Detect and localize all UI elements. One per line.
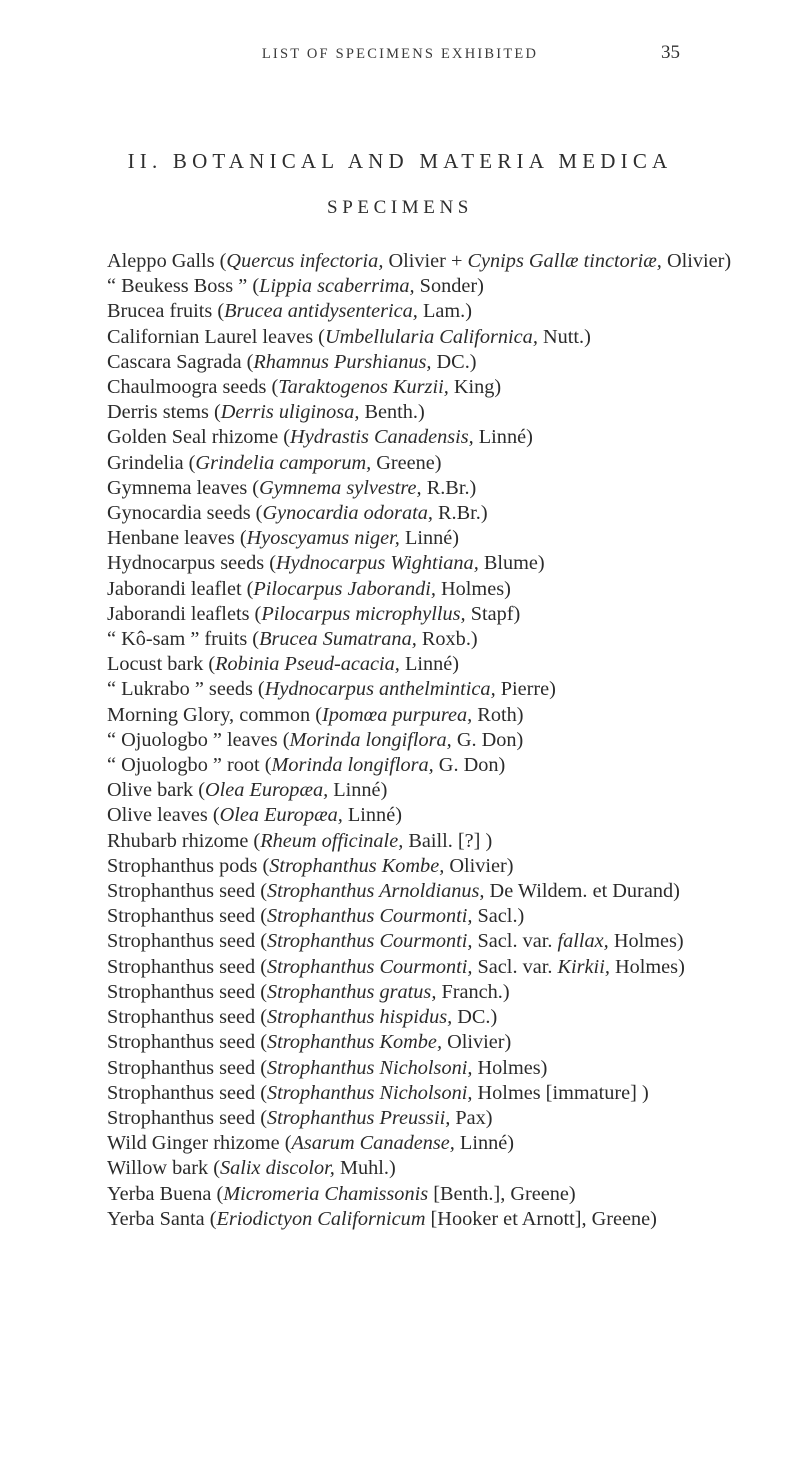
running-title: LIST OF SPECIMENS EXHIBITED xyxy=(261,46,539,62)
entry-authority: Sacl.) xyxy=(472,905,525,928)
entry-common-name: Grindelia ( xyxy=(107,451,196,474)
specimen-entry xyxy=(107,602,735,627)
entry-latin-name: Strophanthus Courmonti, xyxy=(266,930,473,953)
entry-authority: Blume) xyxy=(478,552,545,575)
entry-latin-name: Strophanthus Courmonti, xyxy=(266,955,473,978)
entry-authority: Holmes) xyxy=(472,1056,548,1079)
entry-authority: Pierre) xyxy=(495,678,556,701)
entry-latin-name: Salix discolor, xyxy=(219,1157,335,1180)
entry-common-name: Willow bark ( xyxy=(107,1157,220,1180)
entry-latin-name: Rheum officinale, xyxy=(260,829,404,852)
entry-authority: G. Don) xyxy=(433,754,506,777)
entry-authority: Nutt.) xyxy=(537,325,591,348)
specimen-entry xyxy=(107,451,735,476)
entry-authority: Roxb.) xyxy=(416,628,478,651)
entry-latin-name: Strophanthus Nicholsoni, xyxy=(266,1081,473,1104)
entry-common-name: Strophanthus seed ( xyxy=(107,1056,267,1079)
entry-common-name: Strophanthus seed ( xyxy=(107,1031,267,1054)
entry-common-name: Strophanthus seed ( xyxy=(107,955,267,978)
entry-common-name: Brucea fruits ( xyxy=(107,300,225,323)
specimen-entry xyxy=(107,904,735,929)
entry-common-name: Strophanthus seed ( xyxy=(107,880,267,903)
section-subheading: SPECIMENS xyxy=(327,197,473,218)
entry-variety-authority: Holmes) xyxy=(608,930,684,953)
entry-authority: Pax) xyxy=(450,1106,493,1129)
entry-authority: Linné) xyxy=(328,779,388,802)
specimen-entry xyxy=(107,577,735,602)
entry-common-name: Strophanthus seed ( xyxy=(107,1081,267,1104)
entry-variety-name: Kirkii, xyxy=(557,955,610,978)
specimen-entry xyxy=(107,1131,735,1156)
entry-common-name: Jaborandi leaflets ( xyxy=(107,602,262,625)
entry-common-name: Strophanthus pods ( xyxy=(107,854,270,877)
specimen-entry xyxy=(107,1005,735,1030)
section-heading: II. BOTANICAL AND MATERIA MEDICA xyxy=(127,149,673,173)
entry-authority: Greene) xyxy=(371,451,442,474)
entry-common-name: Gynocardia seeds ( xyxy=(107,502,263,525)
specimen-entry xyxy=(107,1030,735,1055)
entry-authority: Olivier) xyxy=(444,854,514,877)
entry-latin-name: Strophanthus Kombe, xyxy=(269,854,445,877)
entry-common-name: Chaulmoogra seeds ( xyxy=(107,376,279,399)
specimen-entry xyxy=(107,803,735,828)
entry-latin-name: Olea Europæa, xyxy=(219,804,343,827)
entry-authority: Linné) xyxy=(399,527,460,550)
running-header xyxy=(0,42,800,72)
specimen-entry xyxy=(107,929,735,954)
entry-authority: [Hooker et Arnott], Greene) xyxy=(425,1207,657,1230)
entry-latin-name: Hydnocarpus Wightiana, xyxy=(275,552,479,575)
entry-common-name: Yerba Buena ( xyxy=(107,1182,224,1205)
entry-authority: Holmes) xyxy=(435,577,511,600)
specimen-entry xyxy=(107,955,735,980)
specimen-entry xyxy=(107,1207,735,1232)
entry-common-name: Cascara Sagrada ( xyxy=(107,350,254,373)
entry-latin-name: Strophanthus hispidus, xyxy=(266,1006,453,1029)
specimen-entry xyxy=(107,753,735,778)
specimen-entry xyxy=(107,1056,735,1081)
entry-common-name: “ Ojuologbo ” root ( xyxy=(107,754,272,777)
entry-authority: De Wildem. et Durand) xyxy=(484,880,680,903)
entry-common-name: Olive bark ( xyxy=(107,779,205,802)
entry-latin-name: Grindelia camporum, xyxy=(195,451,372,474)
entry-latin-name: Pilocarpus Jaborandi, xyxy=(253,577,436,600)
entry-authority: Franch.) xyxy=(436,980,510,1003)
specimen-entry xyxy=(107,677,735,702)
entry-common-name: Rhubarb rhizome ( xyxy=(107,829,261,852)
entry-common-name: Strophanthus seed ( xyxy=(107,905,267,928)
specimen-entry xyxy=(107,829,735,854)
specimen-entry xyxy=(107,1081,735,1106)
entry-authority: Linné) xyxy=(454,1132,514,1155)
specimen-entry xyxy=(107,551,735,576)
entry-latin-name: Hyoscyamus niger, xyxy=(246,527,400,550)
specimen-entry xyxy=(107,980,735,1005)
entry-common-name: Derris stems ( xyxy=(107,401,221,424)
entry-latin-name: Strophanthus Arnoldianus, xyxy=(266,880,485,903)
entry-latin-name: Morinda longiflora, xyxy=(271,754,434,777)
entry-common-name: “ Kô-sam ” fruits ( xyxy=(107,628,260,651)
entry-common-name: Strophanthus seed ( xyxy=(107,930,267,953)
entry-common-name: “ Ojuologbo ” leaves ( xyxy=(107,728,290,751)
entry-common-name: Golden Seal rhizome ( xyxy=(107,426,291,449)
entry-latin-name: Taraktogenos Kurzii, xyxy=(278,376,449,399)
specimen-entry xyxy=(107,274,735,299)
entry-authority: Sacl. var. xyxy=(472,955,558,978)
entry-authority: R.Br.) xyxy=(432,502,488,525)
specimen-entry xyxy=(107,350,735,375)
entry-authority: DC.) xyxy=(431,350,477,373)
entry-latin-name: Asarum Canadense, xyxy=(291,1132,455,1155)
entry-latin-name: Morinda longiflora, xyxy=(289,728,452,751)
specimen-entry xyxy=(107,854,735,879)
entry-authority: [Benth.], Greene) xyxy=(428,1182,576,1205)
entry-latin-name: Robinia Pseud-acacia, xyxy=(215,653,400,676)
entry-authority: Lam.) xyxy=(417,300,472,323)
entry-latin-name: Strophanthus gratus, xyxy=(266,980,437,1003)
entry-common-name: Olive leaves ( xyxy=(107,804,220,827)
entry-common-name: Wild Ginger rhizome ( xyxy=(107,1132,292,1155)
entry-latin-name: Gynocardia odorata, xyxy=(262,502,433,525)
entry-authority: R.Br.) xyxy=(421,476,477,499)
page-number: 35 xyxy=(661,42,680,63)
entry-common-name: Henbane leaves ( xyxy=(107,527,247,550)
entry-common-name: Aleppo Galls ( xyxy=(107,250,227,272)
specimen-entry xyxy=(107,652,735,677)
entry-authority: Linné) xyxy=(399,653,460,676)
entry-latin-name: Ipomœa purpurea, xyxy=(322,703,473,726)
entry-authority: Linné) xyxy=(473,426,533,449)
entry-latin-name: Pilocarpus microphyllus, xyxy=(261,602,466,625)
specimen-entry xyxy=(107,879,735,904)
entry-latin-name: Strophanthus Nicholsoni, xyxy=(266,1056,473,1079)
entry-latin-name: Lippia scaberrima, xyxy=(259,275,415,298)
specimen-entry xyxy=(107,249,735,274)
specimen-entry xyxy=(107,1156,735,1181)
entry-authority: Olivier + xyxy=(383,250,468,272)
entry-common-name: Californian Laurel leaves ( xyxy=(107,325,325,348)
specimen-entry xyxy=(107,1182,735,1207)
entry-variety-authority: Olivier) xyxy=(661,250,732,272)
entry-common-name: Gymnema leaves ( xyxy=(107,476,260,499)
specimen-entry xyxy=(107,400,735,425)
entry-latin-name: Quercus infectoria, xyxy=(226,250,384,272)
entry-latin-name: Umbellularia Californica, xyxy=(324,325,538,348)
specimen-entry xyxy=(107,1106,735,1131)
specimen-entry xyxy=(107,325,735,350)
specimen-entry xyxy=(107,526,735,551)
specimen-entry xyxy=(107,778,735,803)
specimen-entry xyxy=(107,501,735,526)
entry-common-name: Locust bark ( xyxy=(107,653,216,676)
specimen-entry xyxy=(107,703,735,728)
entry-latin-name: Strophanthus Courmonti, xyxy=(266,905,473,928)
entry-variety-name: fallax, xyxy=(557,930,609,953)
entry-latin-name: Eriodictyon Californicum xyxy=(216,1207,426,1230)
entry-latin-name: Hydnocarpus anthelmintica, xyxy=(264,678,496,701)
entry-authority: Sonder) xyxy=(414,275,484,298)
specimen-list xyxy=(107,249,735,1232)
entry-latin-name: Brucea antidysenterica, xyxy=(224,300,418,323)
entry-latin-name: Hydrastis Canadensis, xyxy=(290,426,474,449)
specimen-entry xyxy=(107,375,735,400)
entry-authority: Baill. [?] ) xyxy=(403,829,493,852)
entry-latin-name: Micromeria Chamissonis xyxy=(223,1182,429,1205)
entry-common-name: Strophanthus seed ( xyxy=(107,1106,267,1129)
entry-authority: Olivier) xyxy=(442,1031,512,1054)
specimen-entry xyxy=(107,728,735,753)
specimen-entry xyxy=(107,425,735,450)
entry-latin-name: Rhamnus Purshianus, xyxy=(253,350,432,373)
entry-authority: Linné) xyxy=(342,804,402,827)
entry-common-name: Strophanthus seed ( xyxy=(107,980,267,1003)
entry-authority: DC.) xyxy=(452,1006,498,1029)
specimen-entry xyxy=(107,476,735,501)
entry-common-name: Strophanthus seed ( xyxy=(107,1006,267,1029)
entry-common-name: Jaborandi leaflet ( xyxy=(107,577,254,600)
entry-latin-name: Derris uliginosa, xyxy=(220,401,360,424)
entry-authority: G. Don) xyxy=(451,728,524,751)
entry-authority: Roth) xyxy=(472,703,524,726)
entry-authority: Muhl.) xyxy=(334,1157,396,1180)
specimen-entry xyxy=(107,299,735,324)
entry-latin-name: Olea Europæa, xyxy=(205,779,329,802)
entry-latin-name: Strophanthus Kombe, xyxy=(266,1031,443,1054)
entry-common-name: Morning Glory, common ( xyxy=(107,703,322,726)
entry-latin-name: Brucea Sumatrana, xyxy=(259,628,417,651)
specimen-entry xyxy=(107,627,735,652)
entry-authority: Benth.) xyxy=(359,401,425,424)
entry-common-name: Yerba Santa ( xyxy=(107,1207,217,1230)
entry-common-name: “ Beukess Boss ” ( xyxy=(107,275,260,298)
entry-authority: Sacl. var. xyxy=(472,930,558,953)
entry-authority: King) xyxy=(448,376,502,399)
entry-authority: Stapf) xyxy=(465,602,521,625)
entry-latin-name: Strophanthus Preussii, xyxy=(266,1106,451,1129)
entry-common-name: Hydnocarpus seeds ( xyxy=(107,552,276,575)
entry-latin-name: Gymnema sylvestre, xyxy=(259,476,422,499)
entry-variety-authority: Holmes) xyxy=(609,955,685,978)
entry-common-name: “ Lukrabo ” seeds ( xyxy=(107,678,265,701)
entry-variety-name: Cynips Gallæ tinctoriæ, xyxy=(467,250,662,272)
entry-authority: Holmes [immature] ) xyxy=(472,1081,649,1104)
